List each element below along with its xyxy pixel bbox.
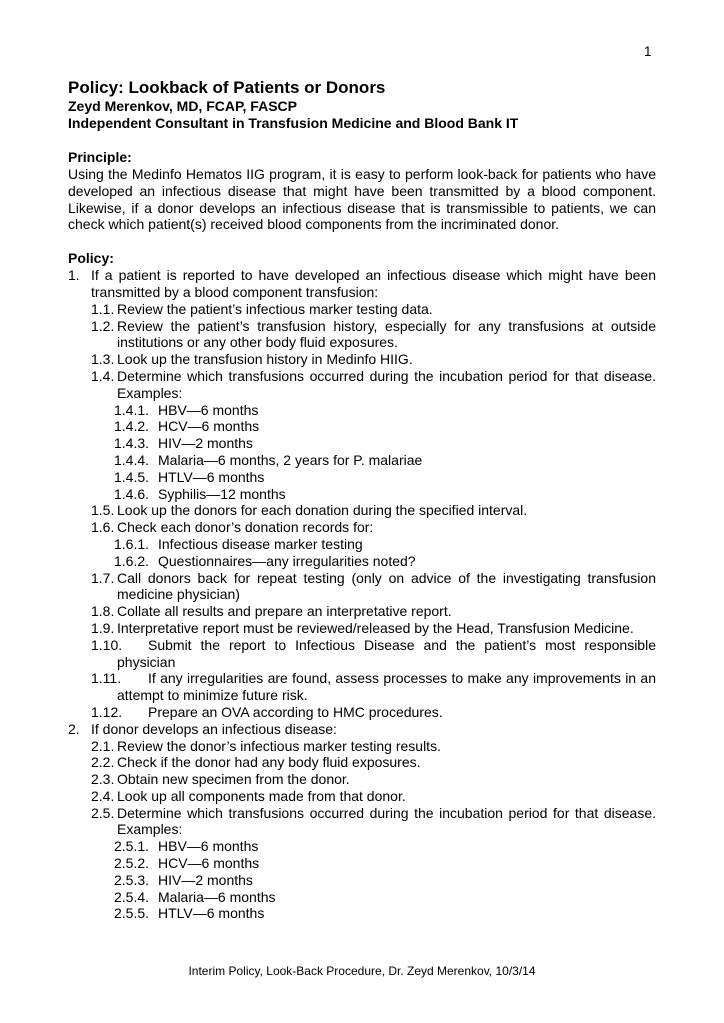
item-number: 1.11. xyxy=(91,670,122,687)
item-text: Check each donor’s donation records for: xyxy=(117,519,374,536)
item-number: 1.4.2. xyxy=(114,418,150,435)
policy-item-1-4-3 xyxy=(114,435,656,452)
item-text: HBV—6 months xyxy=(158,401,259,418)
policy-item-2 xyxy=(68,721,656,738)
policy-item-2-5 xyxy=(91,805,656,839)
item-text: HCV—6 months xyxy=(158,418,260,435)
item-text: Look up all components made from that donor. xyxy=(117,787,406,804)
policy-item-1-4-2 xyxy=(114,418,656,435)
policy-item-2-1 xyxy=(91,738,656,755)
item-number: 1.4.3. xyxy=(114,435,150,452)
item-text: HTLV—6 months xyxy=(158,468,265,485)
policy-heading: Policy: xyxy=(68,250,114,267)
item-number: 1.6.2. xyxy=(114,552,150,569)
item-number: 1.4. xyxy=(91,367,115,384)
item-number: 2.5.3. xyxy=(114,871,150,888)
policy-item-2-2 xyxy=(91,754,656,771)
item-number: 1.3. xyxy=(91,351,115,368)
item-text: If donor develops an infectious disease: xyxy=(91,720,337,737)
policy-item-1-5 xyxy=(91,502,656,519)
policy-item-1-4-4 xyxy=(114,452,656,469)
item-text: Malaria—6 months xyxy=(158,888,276,905)
policy-item-1-3 xyxy=(91,351,656,368)
policy-item-1-6-2 xyxy=(114,553,656,570)
item-text: Call donors back for repeat testing (only on advice of the investigating transfusion medicine physician) xyxy=(117,569,656,603)
policy-item-1 xyxy=(68,267,656,301)
item-text: Review the patient’s infectious marker testing data. xyxy=(117,300,433,317)
item-text: Infectious disease marker testing xyxy=(158,535,363,552)
item-text: If a patient is reported to have developed an infectious disease which might have been transmitted by a blood component transfusion: xyxy=(91,267,656,300)
item-number: 1.6.1. xyxy=(114,535,150,552)
item-number: 1.2. xyxy=(91,317,115,334)
item-number: 1.5. xyxy=(91,502,115,519)
item-number: 2.4. xyxy=(91,787,115,804)
item-text: Submit the report to Infectious Disease and the patient’s most responsible physician xyxy=(117,636,656,670)
policy-item-1-2 xyxy=(91,318,656,352)
item-text: Review the patient’s transfusion history, especially for any transfusions at outside institutions or any other body fluid exposures. xyxy=(117,317,656,351)
policy-item-2-4 xyxy=(91,788,656,805)
page-number: 1 xyxy=(644,44,652,59)
item-text: Prepare an OVA according to HMC procedures. xyxy=(148,703,443,720)
policy-item-2-3 xyxy=(91,771,656,788)
policy-item-2-5-5 xyxy=(114,905,656,922)
item-text: Obtain new specimen from the donor. xyxy=(117,771,350,788)
item-text: Look up the transfusion history in Medinfo HIIG. xyxy=(117,351,413,368)
policy-item-1-9 xyxy=(91,620,656,637)
document-body xyxy=(68,78,656,922)
principle-heading: Principle: xyxy=(68,149,132,165)
item-text: Collate all results and prepare an interpretative report. xyxy=(117,603,452,620)
item-number: 1. xyxy=(68,267,80,284)
author-name: Zeyd Merenkov, MD, FCAP, FASCP xyxy=(68,98,297,114)
item-text: Questionnaires—any irregularities noted? xyxy=(158,552,416,569)
item-number: 1.4.4. xyxy=(114,451,150,468)
policy-item-1-4-6 xyxy=(114,486,656,503)
item-number: 2. xyxy=(68,720,80,737)
policy-item-2-5-4 xyxy=(114,889,656,906)
item-number: 1.12. xyxy=(91,703,123,720)
policy-item-1-8 xyxy=(91,603,656,620)
item-text: Review the donor’s infectious marker testing results. xyxy=(117,737,441,754)
page-footer: Interim Policy, Look-Back Procedure, Dr. Zeyd Merenkov, 10/3/14 xyxy=(188,964,536,978)
item-text: HIV—2 months xyxy=(158,871,253,888)
policy-item-2-5-3 xyxy=(114,872,656,889)
item-number: 1.6. xyxy=(91,519,115,536)
policy-item-1-1 xyxy=(91,301,656,318)
item-number: 2.1. xyxy=(91,737,115,754)
item-text: HIV—2 months xyxy=(158,435,253,452)
item-text: Determine which transfusions occurred during the incubation period for that disease. Examples: xyxy=(117,804,656,838)
policy-item-1-6 xyxy=(91,519,656,536)
spacer xyxy=(68,233,656,250)
policy-item-1-7 xyxy=(91,570,656,604)
item-number: 2.3. xyxy=(91,771,115,788)
item-text: Determine which transfusions occurred during the incubation period for that disease. Examples: xyxy=(117,367,656,401)
principle-text: Using the Medinfo Hematos IIG program, it is easy to perform look-back for patients who have developed an infectious disease that might have been transmitted by a blood component. Likewise, if a donor develops an infectious disease that is transmissible to patients, we can check which patient(s) received blood components from the incriminated donor. xyxy=(68,166,656,233)
policy-item-1-4-1 xyxy=(114,402,656,419)
item-text: Look up the donors for each donation during the specified interval. xyxy=(117,502,528,519)
policy-item-2-5-2 xyxy=(114,855,656,872)
item-number: 2.2. xyxy=(91,754,115,771)
item-number: 1.4.6. xyxy=(114,485,150,502)
policy-item-1-10 xyxy=(91,637,656,671)
item-number: 1.1. xyxy=(91,300,115,317)
item-text: HBV—6 months xyxy=(158,838,259,855)
item-number: 1.9. xyxy=(91,619,115,636)
item-number: 1.4.5. xyxy=(114,468,150,485)
item-text: Malaria—6 months, 2 years for P. malariae xyxy=(158,451,423,468)
author-affiliation: Independent Consultant in Transfusion Medicine and Blood Bank IT xyxy=(68,115,519,131)
item-number: 2.5.4. xyxy=(114,888,150,905)
item-text: If any irregularities are found, assess processes to make any improvements in an attempt to minimize future risk. xyxy=(117,670,656,704)
item-number: 1.10. xyxy=(91,636,123,653)
item-number: 1.7. xyxy=(91,569,115,586)
item-number: 2.5.5. xyxy=(114,905,150,922)
policy-item-1-4-5 xyxy=(114,469,656,486)
item-text: Check if the donor had any body fluid exposures. xyxy=(117,754,421,771)
policy-item-1-4 xyxy=(91,368,656,402)
item-number: 1.4.1. xyxy=(114,401,150,418)
item-number: 1.8. xyxy=(91,603,115,620)
policy-item-2-5-1 xyxy=(114,838,656,855)
spacer xyxy=(68,132,656,149)
document-title: Policy: Lookback of Patients or Donors xyxy=(68,78,386,97)
item-text: HTLV—6 months xyxy=(158,905,265,922)
item-text: Syphilis—12 months xyxy=(158,485,286,502)
item-number: 2.5.1. xyxy=(114,838,150,855)
item-number: 2.5.2. xyxy=(114,855,150,872)
item-text: Interpretative report must be reviewed/released by the Head, Transfusion Medicine. xyxy=(117,619,634,636)
policy-item-1-6-1 xyxy=(114,536,656,553)
policy-item-1-12 xyxy=(91,704,656,721)
item-number: 2.5. xyxy=(91,804,115,821)
policy-item-1-11 xyxy=(91,670,656,704)
item-text: HCV—6 months xyxy=(158,855,260,872)
